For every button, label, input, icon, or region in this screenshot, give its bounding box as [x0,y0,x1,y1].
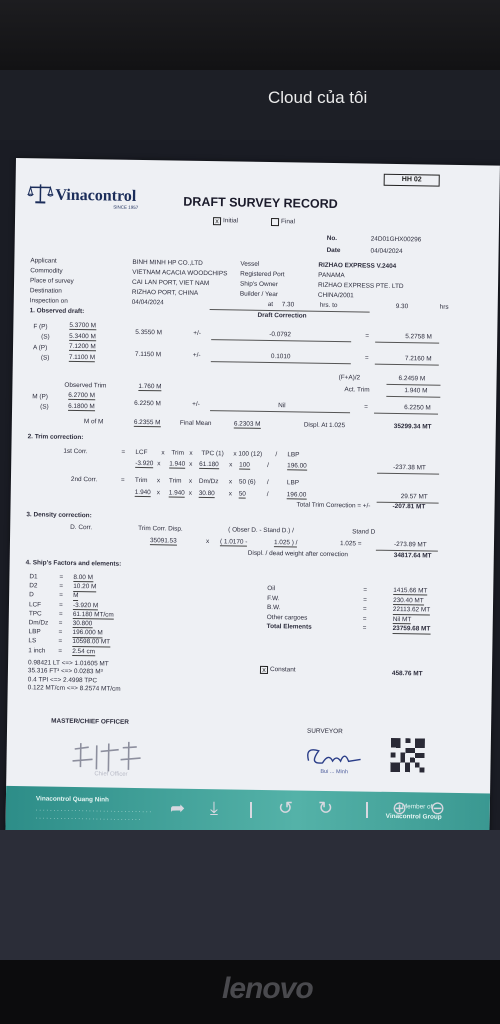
element-eq: = [362,624,367,632]
footer-address-line: . . . . . . . . . . . . . . . . . . . . . . . . . . . . . . . . . [35,805,152,815]
element-value: Nil MT [392,615,412,624]
element-label: Total Elements [266,623,312,632]
date-value: 04/04/2024 [370,247,403,256]
factor-eq: = [58,610,63,618]
factor-eq: = [58,638,63,646]
second-corr-value-cell: 196.00 [286,491,307,499]
initial-label: Initial [222,217,239,225]
first-corr-header-cell: / [275,451,278,459]
fs-label: (S) [41,333,50,341]
first-corr-label: 1st Corr. [63,447,88,456]
zoom-in-icon[interactable]: ⊕ [392,798,408,818]
factor-label: LS [28,637,37,645]
m-correction: Nil [278,402,286,410]
second-corr-header-cell: Trim [168,477,182,485]
factors-list [16,158,500,166]
time-from: 7.30 [281,301,295,309]
second-corr-value-cell: 50 [238,490,246,498]
elements-list [16,158,500,166]
element-label: Oil [267,585,276,593]
second-corr-value-cell: x [228,490,233,498]
constant-value: 458.76 MT [391,669,423,678]
f-pm: +/- [193,329,201,337]
hrs-label: hrs [439,303,449,311]
element-label: F.W. [267,594,280,602]
after-correction-value: 34817.64 MT [393,551,432,560]
no-label: No. [326,234,338,243]
second-corr-header-cell: x [188,477,193,485]
first-corr-header-cell: x 100 (12) [233,450,263,458]
section-density: 3. Density correction: [26,511,92,520]
second-corr-header-cell: Trim [134,476,148,485]
document-page [5,158,500,842]
m-pm: +/- [192,400,200,408]
surveyor-label: SURVEYOR [306,727,343,736]
no-value: 24D01GHX00296 [370,235,422,244]
m-mean: 6.2250 M [134,399,161,408]
act-trim-label: Act. Trim [344,386,370,394]
mp-value: 6.2700 M [68,391,95,400]
toolbar-separator [366,802,368,818]
a-correction: 0.1010 [270,353,291,361]
first-corr-value-cell: 61.180 [199,460,219,469]
zoom-out-icon[interactable]: ⊖ [430,798,446,818]
mp-label: M (P) [32,393,48,401]
form-code: HH 02 [384,174,440,187]
second-corr-header-cell: x [156,477,161,485]
fp-label: F (P) [33,323,48,331]
first-corr-header-cell: TPC (1) [201,449,224,458]
draft-correction-heading: Draft Correction [257,311,307,320]
inspection-date: 04/04/2024 [131,298,164,307]
first-corr-value-cell: 1.940 [169,460,186,468]
scales-logo-icon [27,182,53,204]
place-label: Place of survey [30,277,74,285]
master-sub: Chief Officer [94,771,128,778]
ms-value: 6.1800 M [68,402,95,411]
ship-owner-value: RIZHAO EXPRESS PTE. LTD [317,281,404,291]
final-checkbox[interactable] [271,218,279,226]
second-corr-label: 2nd Corr. [70,475,98,484]
element-label: B.W. [266,604,281,612]
element-eq: = [363,596,367,604]
displ-label: Displ. At 1.025 [303,421,346,430]
first-corr-header-cell: LBP [287,451,300,459]
a-mean: 7.1150 M [134,350,162,359]
document-title: DRAFT SURVEY RECORD [183,194,338,212]
second-corr-value-cell: / [266,490,269,499]
second-corr-value-cell: x [188,489,193,497]
rotate-left-icon[interactable]: ↺ [278,798,294,818]
surveyor-name: Bui ... Minh [320,768,348,776]
as-value: 7.1100 M [68,353,96,362]
second-corr-header [16,158,500,166]
factor-value: 61.180 MT/cm [72,610,114,619]
factor-eq: = [59,573,64,581]
viewer-screen [0,70,500,960]
monitor-bezel-top [0,0,500,70]
factor-eq: = [59,582,64,590]
first-corr-value-cell: 100 [239,461,250,469]
factor-label: LBP [28,628,41,636]
viewer-toolbar [0,830,500,960]
toolbar-separator [250,802,252,818]
first-corr-header-cell: Trim [171,449,184,457]
a-final: 7.2160 M [404,355,432,363]
conversion-note: 35.316 FT³ <=> 0.0283 M³ [27,667,103,676]
viewer-title: Cloud của tôi [268,88,368,107]
applicant-label: Applicant [30,257,57,265]
first-corr-value-cell: / [267,461,270,470]
second-corr-result: 29.57 MT [400,493,428,501]
conversion-note: 0.98421 LT <=> 1.01605 MT [28,659,109,668]
first-corr-values [16,158,500,166]
at-label: at [267,300,274,309]
density-val-3: 1.025 ) / [273,539,298,547]
destination-value: RIZHAO PORT, CHINA [131,288,199,297]
first-corr-eq: = [121,448,126,456]
f-correction: -0.0792 [269,331,291,339]
final-mean-label: Final Mean [179,419,212,428]
constant-label: Constant [269,666,296,674]
factor-eq: = [58,647,63,655]
second-corr-value-cell: 1.940 [168,489,185,497]
total-trim-label: Total Trim Correction = +/- [296,501,371,510]
brand-name: Vinacontrol [55,186,137,205]
factor-value: M [73,592,79,600]
element-value: 1415.66 MT [393,586,428,595]
factor-value: 8.00 M [73,573,94,582]
factor-value: 30.800 [72,619,93,628]
second-corr-header-cell: x [228,478,233,486]
date-label: Date [326,246,341,255]
fp-value: 5.3700 M [69,321,97,330]
dcorr-label: D. Corr. [70,523,93,532]
fa2-label: (F+A)/2 [338,374,361,382]
element-eq: = [362,615,367,623]
ap-value: 7.1200 M [68,342,96,351]
density-head-2: ( Obser D. - Stand D.) / [228,526,294,535]
conversion-notes [16,158,500,166]
second-corr-header-cell: 50 (6) [238,478,256,486]
section-observed: 1. Observed draft: [29,307,85,316]
first-corr-header-cell: LCF [135,448,148,457]
mofm-label: M of M [83,418,104,426]
density-times: x [205,538,210,546]
factor-value: 196.000 M [72,629,103,637]
element-label: Other cargoes [266,613,308,622]
density-val-4: 1.025 = [339,540,362,548]
first-corr-value-cell: -3.920 [135,459,154,468]
factor-label: LCF [28,600,42,609]
section-trim: 2. Trim correction: [27,433,84,442]
factor-label: D [29,591,34,599]
final-mean-value: 6.2303 M [233,420,261,428]
second-corr-value-cell: x [156,489,161,497]
first-corr-value-cell: x [157,460,161,468]
factor-eq: = [58,601,63,609]
vessel-label: Vessel [240,260,260,268]
footer-group: Vinacontrol Group [385,812,442,821]
factor-label: Dm/Dz [28,619,49,627]
density-val-2: ( 1.0170 - [219,538,248,546]
density-head-1: Trim Corr. Disp. [138,524,183,533]
footer-contact-line: . . . . . . . . . . . . . . . . . . . . . . . . . . . . . . [35,813,141,823]
factor-eq: = [58,619,63,627]
first-corr-header-cell: x [189,449,193,457]
m-eq: = [364,403,368,411]
conversion-note: 0.122 MT/cm <=> 8.2574 MT/cm [27,684,121,693]
footer-member: Member of [401,803,433,811]
ship-owner-label: Ship's Owner [239,280,278,289]
qr-code-icon [390,738,425,773]
as-label: (S) [40,354,50,362]
element-value: 230.40 MT [393,596,424,605]
a-eq: = [364,354,369,362]
second-corr-value-cell: 1.940 [134,488,151,497]
displ-value: 35299.34 MT [393,422,432,431]
density-head-3: Stand D [352,528,376,536]
second-corr-header-cell: LBP [286,479,300,487]
density-val-1: 35091.53 [149,537,177,545]
second-corr-eq: = [120,476,125,484]
constant-checkbox[interactable]: x [260,666,268,674]
surveyor-signature [302,741,373,776]
second-corr-header-cell: Dm/Dz [198,477,219,486]
initial-checkbox[interactable]: x [213,217,221,225]
first-corr-header [16,158,500,166]
element-value: 23759.68 MT [392,625,431,633]
factor-value: 10.20 M [73,583,97,591]
master-signature-stamp [66,737,157,778]
factor-label: D2 [29,582,38,590]
time-to: 9.30 [395,302,409,311]
f-mean: 5.3550 M [135,328,162,337]
after-correction-label: Displ. / dead weight after correction [247,549,349,559]
fa2-value: 6.2459 M [398,375,426,383]
factor-value: 10598.00 MT [72,638,111,646]
factor-label: D1 [29,573,38,581]
ms-label: (S) [40,403,49,411]
commodity-value: VIETNAM ACACIA WOODCHIPS [132,268,228,278]
f-eq: = [365,332,370,340]
registered-port-label: Registered Port [240,270,285,279]
section-factors: 4. Ship's Factors and elements: [25,559,122,568]
element-eq: = [362,605,367,613]
total-trim-value: -207.81 MT [392,502,426,511]
f-final: 5.2758 M [405,333,432,341]
first-corr-header-cell: x [161,449,165,457]
master-label: MASTER/CHIEF OFFICER [51,717,129,726]
first-corr-result: -237.38 MT [393,463,426,472]
registered-port-value: PANAMA [318,271,345,280]
factor-eq: = [58,628,63,636]
factor-eq: = [59,592,63,600]
mofm-value: 6.2355 M [133,418,161,427]
download-icon[interactable]: ⤓ [210,798,218,818]
inspection-label: Inspection on [29,297,68,305]
brand-since: SINCE 1957 [113,204,139,210]
ap-label: A (P) [32,344,48,352]
first-corr-value-cell: 196.00 [287,462,307,470]
conversion-note: 0.4 TPI <=> 2.4998 TPC [27,676,98,685]
a-pm: +/- [192,351,201,359]
factor-value: 2.54 cm [72,647,96,655]
element-eq: = [363,586,368,594]
monitor-brand-logo: lenovo [222,972,313,1005]
observed-trim-value: 1.760 M [138,382,162,391]
place-value: CAI LAN PORT, VIET NAM [132,278,210,288]
builder-label: Builder / Year [239,290,278,299]
vessel-value: RIZHAO EXPRESS V.2404 [318,261,397,270]
second-corr-header-cell: / [266,478,269,487]
observed-trim-label: Observed Trim [64,381,107,390]
second-corr-value-cell: 30.80 [198,489,215,498]
rotate-right-icon[interactable]: ↻ [318,798,334,818]
factor-label: 1 inch [28,646,46,655]
second-corr-values [16,158,500,166]
viewer-header [0,70,500,140]
share-icon[interactable]: ➦ [170,798,186,818]
m-final: 6.2250 M [404,404,431,412]
density-result: -273.89 MT [393,540,427,549]
hrs-to-label: hrs. to [319,301,338,310]
element-value: 22113.62 MT [392,606,431,614]
first-corr-value-cell: x [229,461,233,469]
final-label: Final [280,218,295,226]
fs-value: 5.3400 M [69,332,96,341]
factor-label: TPC [28,610,42,618]
factor-value: -3.920 M [72,601,99,609]
first-corr-value-cell: x [189,460,193,468]
builder-value: CHINA/2001 [317,291,354,300]
act-trim-value: 1.940 M [404,387,428,395]
destination-label: Destination [29,287,62,295]
footer-company: Vinacontrol Quang Ninh [35,795,110,804]
applicant-value: BINH MINH HP CO.,LTD [132,258,203,267]
commodity-label: Commodity [30,267,63,275]
